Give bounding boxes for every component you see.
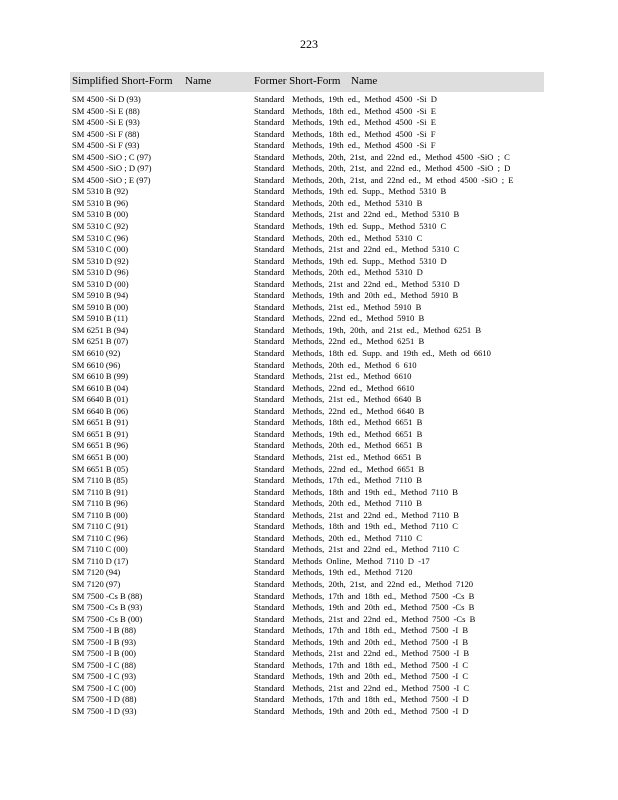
simplified-short-form-cell: SM 5310 B (92)	[72, 186, 129, 197]
former-short-form-cell: Methods, 19th, 20th, and 21st ed., Method 6251 B	[292, 324, 482, 335]
former-short-form-cell: Methods, 20th, 21st, and 22nd ed., Method 4500 -SiO ; D	[292, 163, 511, 174]
former-short-form-cell: Methods, 20th, 21st, and 22nd ed., Method 7120	[292, 578, 474, 589]
former-standard-cell: Standard	[254, 94, 285, 104]
former-standard-cell: Standard	[254, 382, 285, 393]
table-row	[72, 660, 552, 672]
simplified-short-form-cell: SM 7110 B (00)	[72, 509, 128, 520]
former-short-form-cell: Methods, 17th and 18th ed., Method 7500 -Cs B	[292, 590, 475, 601]
table-row	[72, 302, 552, 314]
former-standard-cell: Standard	[254, 428, 285, 439]
former-standard-cell: Standard	[254, 221, 285, 232]
former-standard-cell: Standard	[254, 451, 285, 462]
table-row	[72, 117, 552, 129]
simplified-short-form-cell: SM 6251 B (94)	[72, 324, 129, 335]
simplified-short-form-cell: SM 7500 -I C (88)	[72, 659, 136, 670]
former-short-form-cell: Methods, 20th ed., Method 5310 C	[292, 232, 423, 243]
former-short-form-cell: Methods, 21st and 22nd ed., Method 7110 B	[292, 509, 459, 520]
table-row	[72, 625, 552, 637]
former-standard-cell: Standard	[254, 151, 285, 162]
table-row	[72, 140, 552, 152]
former-short-form-cell: Methods, 17th and 18th ed., Method 7500 -I D	[292, 694, 469, 705]
former-short-form-cell: Methods, 19th ed. Supp., Method 5310 C	[292, 221, 447, 232]
simplified-short-form-cell: SM 4500 -SiO ; C (97)	[72, 151, 152, 162]
former-short-form-cell: Methods, 18th and 19th ed., Method 7110 B	[292, 486, 458, 497]
former-standard-cell: Standard	[254, 255, 285, 266]
former-standard-cell: Standard	[254, 290, 285, 301]
former-standard-cell: Standard	[254, 128, 285, 139]
former-short-form-cell: Methods, 19th and 20th ed., Method 7500 -Cs B	[292, 602, 475, 613]
simplified-short-form-cell: SM 7500 -Cs B (93)	[72, 602, 143, 613]
former-short-form-cell: Methods, 19th and 20th ed., Method 7500 -I C	[292, 671, 469, 682]
former-short-form-cell: Methods, 21st and 22nd ed., Method 7110 C	[292, 544, 459, 555]
former-short-form-cell: Methods, 19th ed., Method 4500 -Si E	[292, 117, 437, 128]
simplified-short-form-cell: SM 7500 -I B (93)	[72, 636, 136, 647]
simplified-short-form-cell: SM 5310 D (00)	[72, 278, 129, 289]
former-short-form-cell: Methods, 21st ed., Method 6651 B	[292, 451, 422, 462]
former-short-form-cell: Methods, 20th ed., Method 7110 B	[292, 498, 422, 509]
table-row	[72, 475, 552, 487]
simplified-short-form-cell: SM 6651 B (91)	[72, 428, 129, 439]
header-name-left: Name	[185, 75, 212, 87]
table-row	[72, 648, 552, 660]
former-short-form-cell: Methods, 19th ed. Supp., Method 5310 B	[292, 186, 447, 197]
table-row	[72, 383, 552, 395]
former-standard-cell: Standard	[254, 659, 285, 670]
simplified-short-form-cell: SM 4500 -Si E (88)	[72, 105, 140, 116]
table-row	[72, 325, 552, 337]
former-standard-cell: Standard	[254, 625, 285, 636]
former-short-form-cell: Methods, 19th and 20th ed., Method 5910 B	[292, 290, 459, 301]
former-short-form-cell: Methods, 21st ed., Method 6640 B	[292, 394, 422, 405]
simplified-short-form-cell: SM 4500 -Si F (88)	[72, 128, 140, 139]
former-short-form-cell: Methods, 21st and 22nd ed., Method 5310 B	[292, 209, 460, 220]
former-standard-cell: Standard	[254, 486, 285, 497]
simplified-short-form-cell: SM 7110 D (17)	[72, 555, 129, 566]
simplified-short-form-cell: SM 5310 C (92)	[72, 221, 129, 232]
former-standard-cell: Standard	[254, 336, 285, 347]
former-standard-cell: Standard	[254, 359, 285, 370]
table-row	[72, 694, 552, 706]
simplified-short-form-cell: SM 5910 B (94)	[72, 290, 129, 301]
table-row	[72, 533, 552, 545]
former-short-form-cell: Methods, 21st ed., Method 6610	[292, 371, 412, 382]
table-row	[72, 163, 552, 175]
table-row	[72, 198, 552, 210]
simplified-short-form-cell: SM 7500 -Cs B (88)	[72, 590, 143, 601]
table-row	[72, 94, 552, 106]
former-short-form-cell: Methods, 19th ed., Method 4500 -Si F	[292, 140, 436, 151]
simplified-short-form-cell: SM 7500 -I C (00)	[72, 682, 136, 693]
table-row	[72, 556, 552, 568]
simplified-short-form-cell: SM 5310 B (00)	[72, 209, 129, 220]
former-standard-cell: Standard	[254, 694, 285, 705]
header-former-short-form: Former Short-Form	[254, 75, 341, 87]
former-standard-cell: Standard	[254, 498, 285, 509]
former-standard-cell: Standard	[254, 705, 285, 716]
former-standard-cell: Standard	[254, 267, 285, 278]
simplified-short-form-cell: SM 6651 B (00)	[72, 451, 129, 462]
former-standard-cell: Standard	[254, 555, 285, 566]
simplified-short-form-cell: SM 4500 -Si F (93)	[72, 140, 140, 151]
simplified-short-form-cell: SM 7500 -I D (93)	[72, 705, 137, 716]
former-short-form-cell: Methods, 17th and 18th ed., Method 7500 -I C	[292, 659, 469, 670]
former-standard-cell: Standard	[254, 405, 285, 416]
table-row	[72, 602, 552, 614]
former-short-form-cell: Methods, 18th ed., Method 6651 B	[292, 417, 423, 428]
table-row	[72, 267, 552, 279]
former-standard-cell: Standard	[254, 636, 285, 647]
former-standard-cell: Standard	[254, 209, 285, 220]
former-short-form-cell: Methods, 20th, 21st, and 22nd ed., Method 4500 -SiO ; C	[292, 151, 510, 162]
simplified-short-form-cell: SM 6651 B (91)	[72, 417, 129, 428]
simplified-short-form-cell: SM 7500 -I C (93)	[72, 671, 136, 682]
table-row	[72, 348, 552, 360]
former-short-form-cell: Methods, 18th ed., Method 4500 -Si F	[292, 128, 436, 139]
simplified-short-form-cell: SM 5310 C (00)	[72, 244, 129, 255]
simplified-short-form-cell: SM 5910 B (11)	[72, 313, 128, 324]
simplified-short-form-cell: SM 5310 D (96)	[72, 267, 129, 278]
page-number: 223	[300, 37, 318, 51]
table-row	[72, 614, 552, 626]
header-name-right: Name	[351, 75, 378, 87]
former-standard-cell: Standard	[254, 671, 285, 682]
former-short-form-cell: Methods, 21st and 22nd ed., Method 7500 -I C	[292, 682, 470, 693]
former-standard-cell: Standard	[254, 244, 285, 255]
simplified-short-form-cell: SM 4500 -Si E (93)	[72, 117, 140, 128]
simplified-short-form-cell: SM 7110 B (96)	[72, 498, 128, 509]
former-standard-cell: Standard	[254, 602, 285, 613]
table-row	[72, 244, 552, 256]
former-short-form-cell: Methods, 17th and 18th ed., Method 7500 -I B	[292, 625, 469, 636]
table-row	[72, 510, 552, 522]
simplified-short-form-cell: SM 7500 -I D (88)	[72, 694, 137, 705]
simplified-short-form-cell: SM 4500 -SiO ; E (97)	[72, 174, 151, 185]
table-row	[72, 360, 552, 372]
table-row	[72, 256, 552, 268]
former-short-form-cell: Methods, 22nd ed., Method 6251 B	[292, 336, 425, 347]
former-short-form-cell: Methods, 20th, 21st, and 22nd ed., M ethod 4500 -SiO ; E	[292, 174, 514, 185]
table-row	[72, 186, 552, 198]
former-standard-cell: Standard	[254, 567, 285, 578]
former-standard-cell: Standard	[254, 313, 285, 324]
former-short-form-cell: Methods Online, Method 7110 D -17	[292, 555, 430, 566]
former-short-form-cell: Methods, 19th and 20th ed., Method 7500 -I B	[292, 636, 469, 647]
former-standard-cell: Standard	[254, 475, 285, 486]
table-row	[72, 452, 552, 464]
simplified-short-form-cell: SM 6640 B (01)	[72, 394, 129, 405]
former-standard-cell: Standard	[254, 544, 285, 555]
former-short-form-cell: Methods, 21st and 22nd ed., Method 5310 C	[292, 244, 460, 255]
former-short-form-cell: Methods, 20th ed., Method 6 610	[292, 359, 417, 370]
former-short-form-cell: Methods, 21st and 22nd ed., Method 7500 -Cs B	[292, 613, 476, 624]
table-row	[72, 440, 552, 452]
table-row	[72, 279, 552, 291]
former-standard-cell: Standard	[254, 105, 285, 116]
former-short-form-cell: Methods, 19th ed., Method 4500 -Si D	[292, 94, 437, 104]
simplified-short-form-cell: SM 7500 -Cs B (00)	[72, 613, 143, 624]
former-standard-cell: Standard	[254, 394, 285, 405]
simplified-short-form-cell: SM 6610 B (99)	[72, 371, 129, 382]
table-row	[72, 464, 552, 476]
table-row	[72, 567, 552, 579]
simplified-short-form-cell: SM 7500 -I B (88)	[72, 625, 136, 636]
former-short-form-cell: Methods, 18th and 19th ed., Method 7110 C	[292, 521, 458, 532]
former-short-form-cell: Methods, 20th ed., Method 7110 C	[292, 532, 422, 543]
former-short-form-cell: Methods, 19th ed. Supp., Method 5310 D	[292, 255, 447, 266]
former-standard-cell: Standard	[254, 197, 285, 208]
table-row	[72, 429, 552, 441]
former-standard-cell: Standard	[254, 278, 285, 289]
simplified-short-form-cell: SM 5310 B (96)	[72, 197, 129, 208]
table-row	[72, 394, 552, 406]
former-short-form-cell: Methods, 19th and 20th ed., Method 7500 -I D	[292, 705, 469, 716]
simplified-short-form-cell: SM 5310 C (96)	[72, 232, 129, 243]
former-short-form-cell: Methods, 22nd ed., Method 5910 B	[292, 313, 425, 324]
former-short-form-cell: Methods, 17th ed., Method 7110 B	[292, 475, 422, 486]
table-row	[72, 313, 552, 325]
simplified-short-form-cell: SM 7120 (97)	[72, 578, 121, 589]
former-standard-cell: Standard	[254, 463, 285, 474]
former-short-form-cell: Methods, 22nd ed., Method 6610	[292, 382, 415, 393]
former-standard-cell: Standard	[254, 590, 285, 601]
simplified-short-form-cell: SM 4500 -Si D (93)	[72, 94, 141, 104]
simplified-short-form-cell: SM 7110 B (85)	[72, 475, 128, 486]
former-standard-cell: Standard	[254, 117, 285, 128]
table-row	[72, 290, 552, 302]
table-row	[72, 579, 552, 591]
former-short-form-cell: Methods, 21st and 22nd ed., Method 5310 D	[292, 278, 460, 289]
former-standard-cell: Standard	[254, 301, 285, 312]
table-row	[72, 683, 552, 695]
former-short-form-cell: Methods, 22nd ed., Method 6640 B	[292, 405, 425, 416]
simplified-short-form-cell: SM 5910 B (00)	[72, 301, 129, 312]
table-row	[72, 706, 552, 718]
simplified-short-form-cell: SM 7110 C (91)	[72, 521, 128, 532]
former-short-form-cell: Methods, 20th ed., Method 5310 B	[292, 197, 423, 208]
former-standard-cell: Standard	[254, 440, 285, 451]
former-standard-cell: Standard	[254, 509, 285, 520]
former-standard-cell: Standard	[254, 613, 285, 624]
table-row	[72, 233, 552, 245]
simplified-short-form-cell: SM 7500 -I B (00)	[72, 648, 136, 659]
former-standard-cell: Standard	[254, 578, 285, 589]
table-row	[72, 175, 552, 187]
simplified-short-form-cell: SM 7110 B (91)	[72, 486, 128, 497]
simplified-short-form-cell: SM 6610 B (04)	[72, 382, 129, 393]
table-header	[70, 72, 544, 92]
former-standard-cell: Standard	[254, 232, 285, 243]
former-standard-cell: Standard	[254, 532, 285, 543]
former-short-form-cell: Methods, 18th ed., Method 4500 -Si E	[292, 105, 437, 116]
table-row	[72, 487, 552, 499]
simplified-short-form-cell: SM 7110 C (00)	[72, 544, 128, 555]
table-row	[72, 152, 552, 164]
simplified-short-form-cell: SM 6610 (96)	[72, 359, 121, 370]
simplified-short-form-cell: SM 6610 (92)	[72, 348, 121, 359]
former-standard-cell: Standard	[254, 682, 285, 693]
table-row	[72, 417, 552, 429]
former-short-form-cell: Methods, 20th ed., Method 5310 D	[292, 267, 423, 278]
simplified-short-form-cell: SM 7110 C (96)	[72, 532, 128, 543]
table-row	[72, 498, 552, 510]
table-row	[72, 209, 552, 221]
table-row	[72, 221, 552, 233]
table-row	[72, 106, 552, 118]
former-standard-cell: Standard	[254, 174, 285, 185]
table-row	[72, 406, 552, 418]
simplified-short-form-cell: SM 7120 (94)	[72, 567, 121, 578]
former-standard-cell: Standard	[254, 348, 285, 359]
former-short-form-cell: Methods, 21st ed., Method 5910 B	[292, 301, 422, 312]
former-standard-cell: Standard	[254, 371, 285, 382]
header-simplified-short-form: Simplified Short-Form	[72, 75, 173, 87]
former-standard-cell: Standard	[254, 186, 285, 197]
former-short-form-cell: Methods, 19th ed., Method 7120	[292, 567, 413, 578]
simplified-short-form-cell: SM 6651 B (96)	[72, 440, 129, 451]
table-row	[72, 544, 552, 556]
table-row	[72, 671, 552, 683]
simplified-short-form-cell: SM 5310 D (92)	[72, 255, 129, 266]
simplified-short-form-cell: SM 6651 B (05)	[72, 463, 129, 474]
former-standard-cell: Standard	[254, 417, 285, 428]
former-standard-cell: Standard	[254, 324, 285, 335]
table-row	[72, 591, 552, 603]
former-standard-cell: Standard	[254, 140, 285, 151]
table-row	[72, 336, 552, 348]
former-short-form-cell: Methods, 18th ed. Supp. and 19th ed., Meth od 6610	[292, 348, 491, 359]
former-short-form-cell: Methods, 20th ed., Method 6651 B	[292, 440, 423, 451]
former-standard-cell: Standard	[254, 521, 285, 532]
former-short-form-cell: Methods, 19th ed., Method 6651 B	[292, 428, 423, 439]
table-body	[72, 94, 552, 718]
table-row	[72, 637, 552, 649]
simplified-short-form-cell: SM 4500 -SiO ; D (97)	[72, 163, 152, 174]
table-row	[72, 371, 552, 383]
table-row	[72, 129, 552, 141]
table-row	[72, 521, 552, 533]
simplified-short-form-cell: SM 6251 B (07)	[72, 336, 129, 347]
simplified-short-form-cell: SM 6640 B (06)	[72, 405, 129, 416]
former-short-form-cell: Methods, 22nd ed., Method 6651 B	[292, 463, 425, 474]
former-standard-cell: Standard	[254, 648, 285, 659]
former-standard-cell: Standard	[254, 163, 285, 174]
former-short-form-cell: Methods, 21st and 22nd ed., Method 7500 -I B	[292, 648, 470, 659]
